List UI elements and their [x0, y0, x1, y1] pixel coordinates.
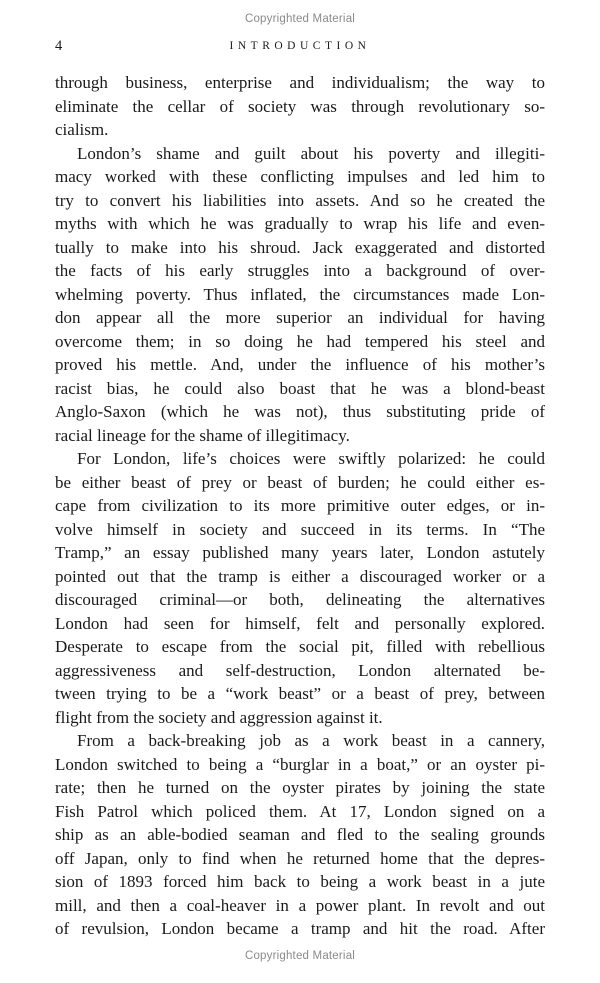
- body-text: [55, 71, 545, 941]
- text-line: Desperate to escape from the social pit, filled with rebellious: [55, 637, 545, 656]
- text-line: myths with which he was gradually to wrap his life and even-: [55, 214, 545, 233]
- paragraph: [55, 729, 545, 941]
- text-line: tually to make into his shroud. Jack exaggerated and distorted: [55, 237, 545, 257]
- text-line: off Japan, only to find when he returned home that the depres-: [55, 848, 545, 868]
- text-line: cialism.: [55, 120, 109, 139]
- page-header: [55, 38, 545, 56]
- page-number: 4: [55, 38, 63, 54]
- text-line: From a back-breaking job as a work beast in a cannery,: [77, 731, 545, 750]
- text-line: proved his mettle. And, under the influence of his mother’s: [55, 355, 545, 374]
- text-line: London had seen for himself, felt and personally explored.: [55, 613, 545, 633]
- copyright-notice-top: Copyrighted Material: [244, 13, 356, 25]
- text-line: tween trying to be a “work beast” or a beast of prey, between: [55, 684, 545, 703]
- text-line: racial lineage for the shame of illegitimacy.: [55, 425, 350, 445]
- text-line: Tramp,” an essay published many years later, London astutely: [55, 543, 545, 562]
- text-line: be either beast of prey or beast of burden; he could either es-: [55, 472, 545, 492]
- text-line: aggressiveness and self-destruction, London alternated be-: [55, 660, 545, 680]
- text-line: rate; then he turned on the oyster pirates by joining the state: [55, 778, 545, 797]
- text-line: mill, and then a coal-heaver in a power plant. In revolt and out: [55, 895, 545, 915]
- text-line: sion of 1893 forced him back to being a work beast in a jute: [55, 872, 545, 891]
- text-line: discouraged criminal—or both, delineating the alternatives: [55, 590, 545, 609]
- copyright-notice-bottom: Copyrighted Material: [244, 950, 356, 962]
- text-line: through business, enterprise and individualism; the way to: [55, 73, 545, 92]
- text-line: don appear all the more superior an individual for having: [55, 308, 545, 327]
- text-line: pointed out that the tramp is either a discouraged worker or a: [55, 566, 545, 586]
- text-line: of revulsion, London became a tramp and hit the road. After: [55, 919, 545, 938]
- text-line: London switched to being a “burglar in a boat,” or an oyster pi-: [55, 754, 545, 774]
- text-line: overcome them; in so doing he had tempered his steel and: [55, 331, 545, 351]
- paragraph: [55, 447, 545, 729]
- text-line: try to convert his liabilities into assets. And so he created the: [55, 190, 545, 210]
- text-line: cape from civilization to its more primitive outer edges, or in-: [55, 496, 545, 515]
- text-line: London’s shame and guilt about his poverty and illegiti-: [77, 143, 545, 163]
- text-line: whelming poverty. Thus inflated, the circumstances made Lon-: [55, 284, 545, 304]
- text-line: volve himself in society and succeed in its terms. In “The: [55, 519, 545, 539]
- text-line: Anglo-Saxon (which he was not), thus substituting pride of: [55, 402, 545, 421]
- text-line: macy worked with these conflicting impulses and led him to: [55, 167, 545, 186]
- text-line: racist bias, he could also boast that he was a blond-beast: [55, 378, 545, 398]
- paragraph: [55, 71, 545, 142]
- text-line: the facts of his early struggles into a background of over-: [55, 261, 545, 280]
- text-line: Fish Patrol which policed them. At 17, London signed on a: [55, 801, 545, 821]
- text-line: flight from the society and aggression against it.: [55, 707, 383, 727]
- paragraph: [55, 142, 545, 448]
- text-line: For London, life’s choices were swiftly polarized: he could: [77, 449, 545, 468]
- text-line: ship as an able-bodied seaman and fled to the sealing grounds: [55, 825, 545, 844]
- text-line: eliminate the cellar of society was through revolutionary so-: [55, 96, 545, 116]
- running-header: INTRODUCTION: [229, 40, 371, 52]
